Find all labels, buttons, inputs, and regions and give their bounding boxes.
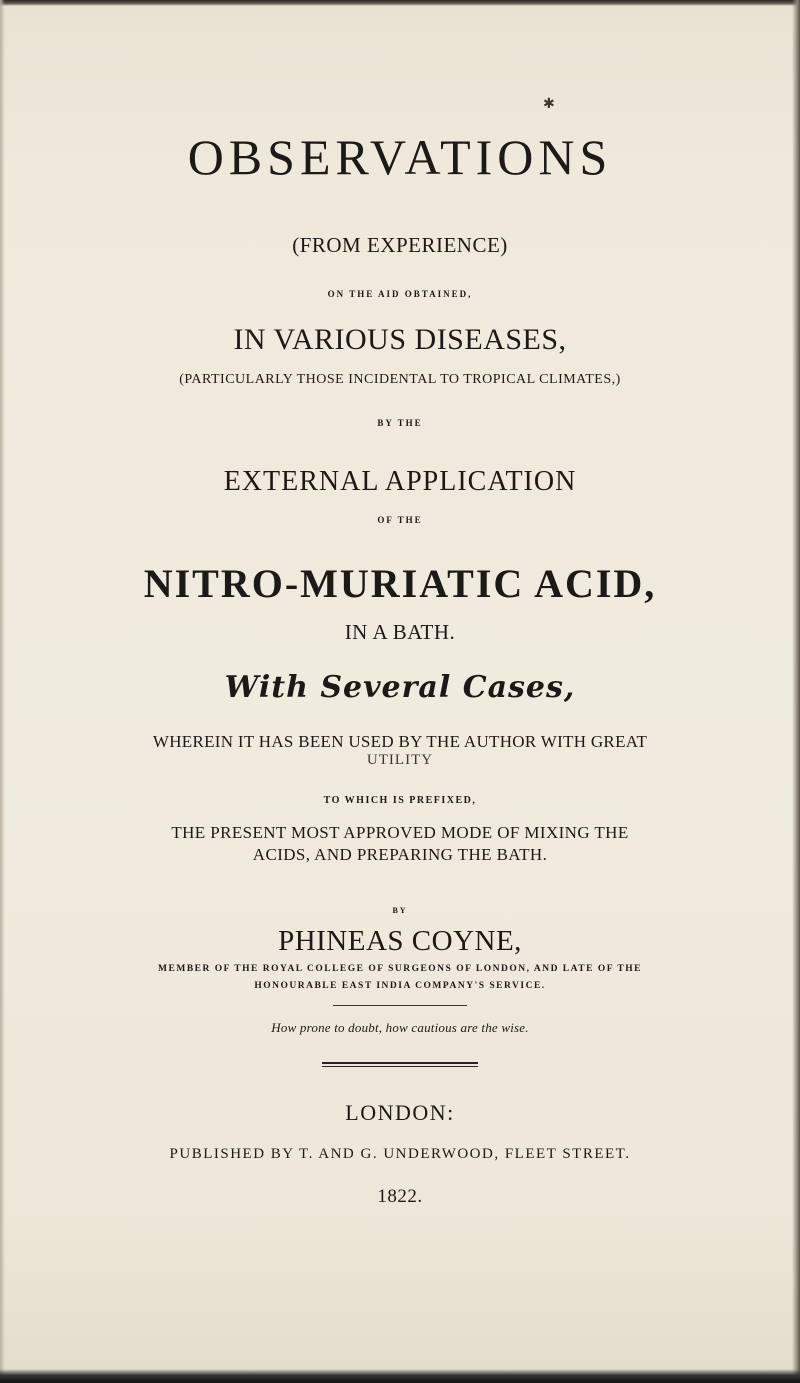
to-which-prefixed-line: TO WHICH IS PREFIXED, (323, 795, 477, 806)
by-line: BY (392, 906, 408, 915)
subtitle-from-experience: (FROM EXPERIENCE) (292, 233, 508, 257)
page-bottom-edge (0, 1369, 800, 1383)
double-rule-top (322, 1062, 478, 1064)
author-name: PHINEAS COYNE, (278, 925, 522, 957)
utility-line: UTILITY (366, 752, 434, 768)
epigraph-motto: How prone to doubt, how cautious are the wise. (271, 1020, 529, 1035)
wherein-line: WHEREIN IT HAS BEEN USED BY THE AUTHOR WITH GREAT (152, 732, 648, 751)
on-aid-line: ON THE AID OBTAINED, (327, 289, 473, 299)
imprint-publisher: PUBLISHED BY T. AND G. UNDERWOOD, FLEET STREET. (169, 1146, 631, 1162)
divider-rule (333, 1005, 467, 1006)
in-a-bath-line: IN A BATH. (344, 620, 456, 644)
external-application-heading: EXTERNAL APPLICATION (223, 466, 577, 497)
with-several-cases-blackletter: With Several Cases, (224, 670, 576, 705)
imprint-year: 1822. (377, 1186, 423, 1207)
author-credentials-line2: HONOURABLE EAST INDIA COMPANY'S SERVICE. (254, 981, 546, 991)
page-top-edge (0, 0, 800, 6)
book-title: OBSERVATIONS (187, 129, 613, 185)
diseases-heading: IN VARIOUS DISEASES, (233, 323, 567, 356)
imprint-city: LONDON: (345, 1100, 455, 1125)
author-credentials-line1: MEMBER OF THE ROYAL COLLEGE OF SURGEONS OF LONDON, AND LATE OF THE (158, 964, 642, 974)
acid-heading: NITRO-MURIATIC ACID, (143, 561, 657, 606)
tropical-climates-line: (PARTICULARLY THOSE INCIDENTAL TO TROPICAL CLIMATES,) (179, 372, 621, 387)
acids-bath-line: ACIDS, AND PREPARING THE BATH. (252, 845, 548, 864)
ink-fleck-ornament: ✱ (543, 97, 555, 112)
present-mode-line: THE PRESENT MOST APPROVED MODE OF MIXING THE (171, 823, 629, 842)
of-the-line: OF THE (377, 515, 423, 525)
by-the-line: BY THE (377, 418, 423, 428)
double-rule-bottom (322, 1066, 478, 1067)
